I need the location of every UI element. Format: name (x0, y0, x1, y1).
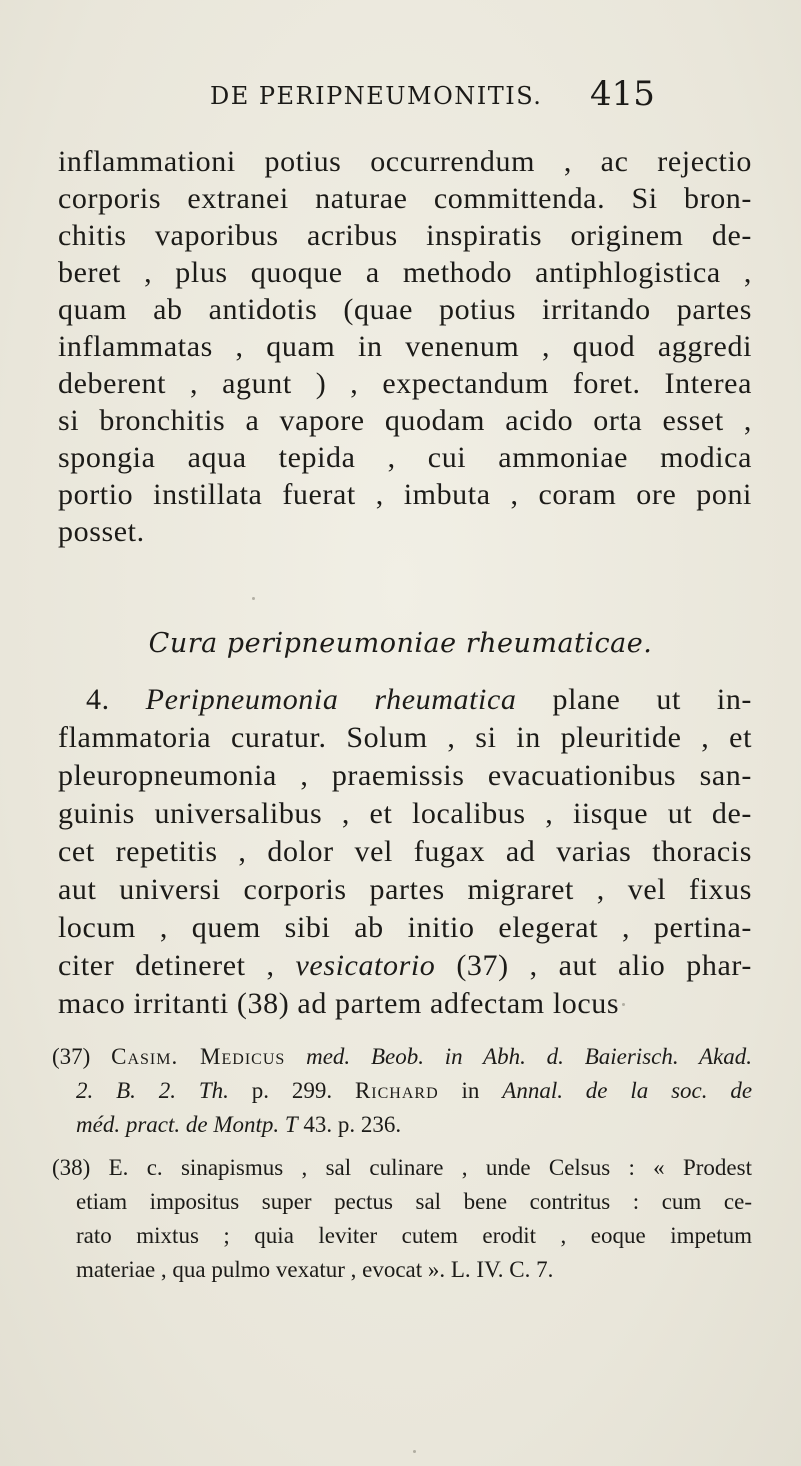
paper-speck (413, 1450, 416, 1453)
paper-speck (252, 597, 255, 600)
text-line: deberent , agunt ) , expectandum foret. Interea (58, 367, 752, 400)
footnote-37-line-2 (76, 1078, 752, 1104)
section-number: 4. (86, 683, 110, 716)
running-title: DE PERIPNEUMONITIS. (210, 82, 543, 110)
text-fragment: citer detineret , (58, 949, 275, 982)
footnote-author: Casim. Medicus (111, 1044, 286, 1069)
text-line: portio instillata fuerat , imbuta , coram ore poni (58, 478, 752, 511)
footnote-38-line: (38) E. c. sinapismus , sal culinare , unde Celsus : « Prodest (52, 1155, 752, 1180)
text-line: cet repetitis , dolor vel fugax ad varias thoracis (58, 835, 752, 868)
text-fragment: (37) , aut alio phar- (456, 949, 752, 982)
text-line (58, 949, 752, 983)
text-fragment: plane ut in- (552, 683, 753, 716)
section-subheading: Cura peripneumoniae rheumaticae. (148, 628, 653, 659)
footnote-citation: méd. pract. de Montp. T (76, 1112, 298, 1137)
footnote-citation: Annal. de la soc. de (502, 1078, 753, 1103)
text-line: pleuropneumonia , praemissis evacuationibus san- (58, 759, 752, 792)
text-fragment: p. 299. (251, 1078, 333, 1103)
text-line: locum , quem sibi ab initio elegerat , pertina- (58, 911, 752, 944)
section-4-first-line (86, 683, 752, 717)
page-number: 415 (590, 74, 655, 114)
text-line: chitis vaporibus acribus inspiratis originem de- (58, 219, 752, 252)
footnote-38-line: etiam impositus super pectus sal bene contritus : cum ce- (76, 1189, 752, 1214)
text-line: inflammationi potius occurrendum , ac rejectio (58, 145, 752, 178)
text-line: corporis extranei naturae committenda. Si bron- (58, 182, 752, 215)
text-line: spongia aqua tepida , cui ammoniae modica (58, 441, 752, 474)
section-title: Peripneumonia rheumatica (145, 683, 517, 716)
text-line: guinis universalibus , et localibus , iisque ut de- (58, 797, 752, 830)
footnote-number: (37) (52, 1044, 91, 1069)
text-line: maco irritanti (38) ad partem adfectam locus (58, 987, 620, 1020)
footnote-citation: 2. B. 2. Th. (76, 1078, 229, 1103)
paper-speck (622, 1003, 625, 1006)
footnote-author: Richard (354, 1078, 439, 1103)
text-line: flammatoria curatur. Solum , si in pleuritide , et (58, 721, 752, 754)
text-line: beret , plus quoque a methodo antiphlogistica , (58, 256, 752, 289)
text-fragment: in (461, 1078, 480, 1103)
text-line: aut universi corporis partes migraret , vel fixus (58, 873, 752, 906)
text-line: si bronchitis a vapore quodam acido orta esset , (58, 404, 752, 437)
text-line: quam ab antidotis (quae potius irritando partes (58, 293, 752, 326)
footnote-38-line: materiae , qua pulmo vexatur , evocat ». L. IV. C. 7. (76, 1257, 554, 1282)
footnote-37-line-1 (52, 1044, 752, 1070)
italic-term: vesicatorio (295, 949, 436, 982)
footnote-37-line-3 (76, 1112, 752, 1138)
text-line: inflammatas , quam in venenum , quod aggredi (58, 330, 752, 363)
text-fragment: 43. p. 236. (303, 1112, 402, 1137)
text-line: posset. (58, 515, 145, 548)
footnote-citation: med. Beob. in Abh. d. Baierisch. Akad. (306, 1044, 753, 1069)
footnote-38-line: rato mixtus ; quia leviter cutem erodit , eoque impetum (76, 1223, 752, 1248)
